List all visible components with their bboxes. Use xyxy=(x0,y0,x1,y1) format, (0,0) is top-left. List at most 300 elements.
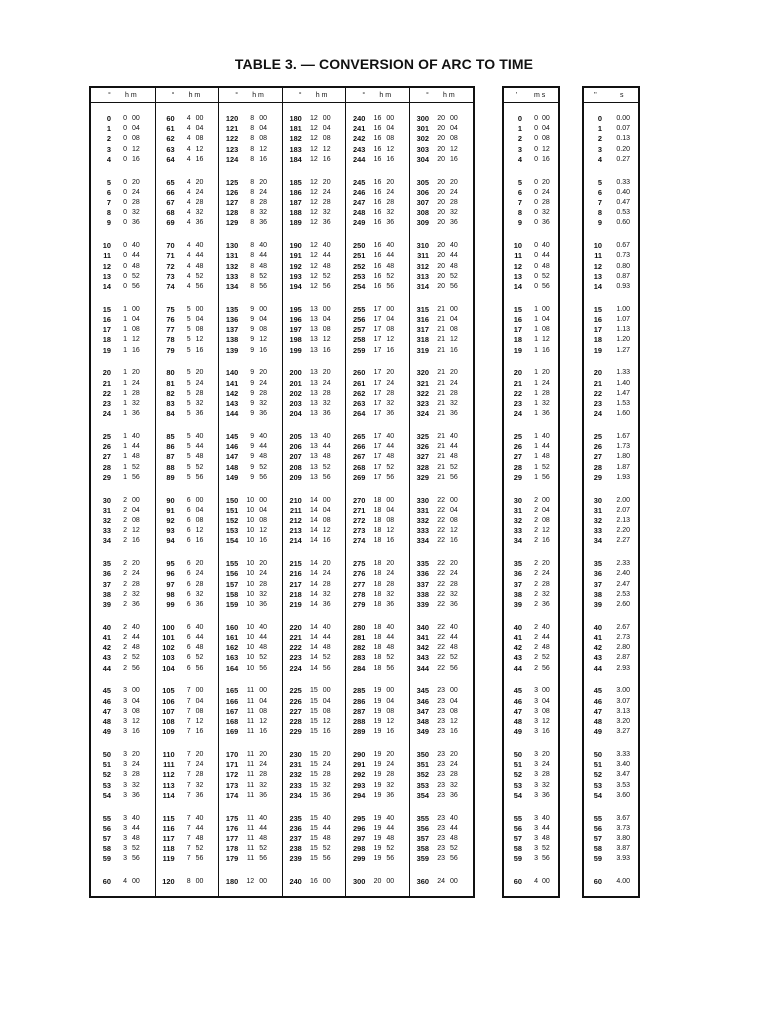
arc-degrees: 108 xyxy=(162,717,175,726)
time-minutes: 48 xyxy=(322,453,331,461)
arc-seconds: 26 xyxy=(593,442,602,452)
time-seconds: 0.67 xyxy=(616,242,630,250)
time-minutes: 12 xyxy=(132,145,140,153)
arc-degrees: 248 xyxy=(353,208,366,218)
time-minutes: 56 xyxy=(195,664,204,672)
arc-degrees: 91 xyxy=(166,505,175,515)
time-minutes: 16 xyxy=(195,346,204,354)
time-minutes: 2 xyxy=(534,570,538,578)
time-seconds: 1.27 xyxy=(616,346,630,354)
time-minutes: 00 xyxy=(132,115,140,122)
time-minutes: 08 xyxy=(195,326,204,334)
time-hours: 16 xyxy=(373,283,382,290)
time-minutes: 04 xyxy=(259,697,267,705)
time-seconds: 32 xyxy=(542,400,550,407)
arc-degrees: 285 xyxy=(353,686,366,696)
time-hours: 11 xyxy=(246,824,255,832)
arc-degrees: 76 xyxy=(166,315,175,324)
time-hours: 2 xyxy=(123,664,127,672)
time-minutes: 48 xyxy=(132,644,140,652)
time-hours: 12 xyxy=(310,125,318,133)
time-minutes: 28 xyxy=(132,580,140,588)
arc-minutes: 56 xyxy=(513,823,522,833)
time-minutes: 12 xyxy=(450,527,458,535)
time-minutes: 00 xyxy=(259,115,267,122)
time-hours: 12 xyxy=(310,242,318,250)
time-minutes: 16 xyxy=(132,155,140,163)
arc-degrees: 130 xyxy=(225,241,239,251)
time-minutes: 56 xyxy=(386,283,395,290)
arc-seconds: 16 xyxy=(593,315,602,324)
time-hours: 15 xyxy=(310,824,318,832)
time-hours: 14 xyxy=(310,517,318,524)
time-minutes: 52 xyxy=(322,463,331,471)
arc-degrees: 136 xyxy=(225,315,239,324)
time-hours: 10 xyxy=(246,517,255,524)
time-seconds: 3.20 xyxy=(616,718,630,725)
time-hours: 19 xyxy=(373,791,382,799)
time-hours: 15 xyxy=(310,845,318,853)
time-hours: 11 xyxy=(246,781,255,789)
time-hours: 17 xyxy=(373,473,382,481)
time-hours: 17 xyxy=(373,400,382,407)
time-minutes: 12 xyxy=(195,718,204,725)
time-minutes: 36 xyxy=(386,219,395,227)
time-hours: 1 xyxy=(123,326,127,334)
time-hours: 3 xyxy=(123,718,127,725)
arc-degrees: 146 xyxy=(225,442,239,452)
time-minutes: 3 xyxy=(534,707,538,715)
time-seconds: 3.07 xyxy=(616,697,630,705)
arc-seconds: 60 xyxy=(593,877,602,887)
time-seconds: 3.93 xyxy=(616,855,630,863)
arc-degrees: 4 xyxy=(106,154,111,164)
arc-minutes: 11 xyxy=(514,251,522,261)
arc-degrees: 339 xyxy=(416,600,429,609)
arc-degrees: 17 xyxy=(102,325,111,335)
arc-degrees: 216 xyxy=(289,569,302,579)
arc-degrees: 255 xyxy=(353,304,366,314)
arc-degrees: 199 xyxy=(289,345,302,355)
time-minutes: 08 xyxy=(322,326,331,334)
header-rule xyxy=(504,102,558,103)
time-minutes: 32 xyxy=(450,400,458,407)
time-hours: 6 xyxy=(186,654,191,662)
time-minutes: 0 xyxy=(534,188,538,196)
arc-degrees: 110 xyxy=(162,750,175,759)
time-hours: 15 xyxy=(310,687,318,695)
arc-degrees: 355 xyxy=(416,813,429,823)
time-hours: 9 xyxy=(250,316,255,323)
time-hours: 3 xyxy=(123,824,127,832)
time-hours: 6 xyxy=(186,560,191,568)
time-minutes: 00 xyxy=(322,496,331,504)
time-seconds: 24 xyxy=(542,761,550,769)
time-hours: 5 xyxy=(186,463,191,471)
time-hours: 11 xyxy=(246,791,255,799)
arc-degrees: 213 xyxy=(289,526,302,536)
arc-degrees: 179 xyxy=(225,854,239,864)
arc-minutes: 52 xyxy=(513,770,522,780)
time-hours: 20 xyxy=(437,252,445,260)
arc-seconds: 40 xyxy=(593,622,602,632)
time-minutes: 36 xyxy=(450,410,458,418)
time-hours: 6 xyxy=(186,580,191,588)
time-hours: 5 xyxy=(186,346,191,354)
arc-degrees: 170 xyxy=(225,750,239,759)
time-hours: 2 xyxy=(123,506,127,514)
time-minutes: 28 xyxy=(259,389,267,397)
time-seconds: 0.60 xyxy=(616,219,630,227)
arc-minutes: 60 xyxy=(513,877,522,887)
arc-degrees: 159 xyxy=(225,600,239,609)
time-hours: 10 xyxy=(246,570,255,578)
time-hours: 23 xyxy=(437,791,445,799)
arc-degrees: 348 xyxy=(416,717,429,726)
time-seconds: 36 xyxy=(542,410,550,418)
time-hours: 6 xyxy=(186,664,191,672)
time-hours: 20 xyxy=(437,199,445,206)
time-minutes: 3 xyxy=(534,697,538,705)
time-hours: 21 xyxy=(437,316,445,323)
time-minutes: 44 xyxy=(195,443,204,451)
arc-seconds: 31 xyxy=(593,505,602,515)
time-hours: 8 xyxy=(250,199,255,206)
time-hours: 0 xyxy=(123,209,127,217)
time-hours: 5 xyxy=(186,400,191,407)
time-minutes: 28 xyxy=(450,199,458,206)
time-seconds: 1.13 xyxy=(616,326,630,334)
time-minutes: 24 xyxy=(259,379,267,387)
time-hours: 0 xyxy=(123,115,127,122)
time-seconds: 1.80 xyxy=(616,453,630,461)
time-minutes: 40 xyxy=(450,242,458,250)
time-minutes: 44 xyxy=(386,634,395,641)
time-minutes: 20 xyxy=(132,369,140,377)
time-minutes: 20 xyxy=(450,751,458,758)
time-hours: 0 xyxy=(123,283,127,290)
arc-degrees: 27 xyxy=(102,452,111,462)
arc-seconds: 28 xyxy=(593,462,602,472)
arc-seconds: 43 xyxy=(593,653,602,663)
arc-degrees: 6 xyxy=(106,187,111,197)
time-hours: 12 xyxy=(310,155,318,163)
arc-minutes: 38 xyxy=(513,589,522,599)
time-minutes: 52 xyxy=(259,654,267,662)
arc-degrees: 132 xyxy=(225,261,239,271)
time-seconds: 12 xyxy=(542,718,550,725)
time-hours: 21 xyxy=(437,326,445,334)
time-hours: 4 xyxy=(186,199,191,206)
arc-minutes: 30 xyxy=(513,495,522,505)
arc-minutes: 14 xyxy=(513,282,522,291)
time-minutes: 20 xyxy=(386,751,395,758)
arc-degrees: 9 xyxy=(106,218,111,228)
arc-degrees: 145 xyxy=(225,432,239,441)
time-hours: 17 xyxy=(373,379,382,387)
arc-degrees: 360 xyxy=(416,877,429,887)
arc-degrees: 171 xyxy=(225,760,239,770)
time-minutes: 24 xyxy=(386,570,395,578)
time-minutes: 0 xyxy=(534,178,538,186)
arc-degrees: 49 xyxy=(102,727,111,737)
time-minutes: 04 xyxy=(259,506,267,514)
time-seconds: 3.27 xyxy=(616,728,630,736)
time-hours: 23 xyxy=(437,718,445,725)
time-hours: 18 xyxy=(373,537,382,545)
arc-degrees: 314 xyxy=(416,282,429,291)
time-minutes: 16 xyxy=(132,728,140,736)
time-hours: 5 xyxy=(186,473,191,481)
time-hours: 18 xyxy=(373,654,382,662)
arc-minutes: 0 xyxy=(517,114,522,123)
time-minutes: 48 xyxy=(132,262,140,270)
time-hours: 5 xyxy=(186,453,191,461)
arc-degrees: 316 xyxy=(416,315,429,324)
arc-degrees: 223 xyxy=(289,653,302,663)
arc-degrees: 196 xyxy=(289,315,302,324)
time-minutes: 16 xyxy=(322,155,331,163)
arc-degrees: 188 xyxy=(289,208,302,218)
time-hours: 3 xyxy=(123,791,127,799)
time-minutes: 20 xyxy=(450,369,458,377)
arc-seconds: 7 xyxy=(597,198,602,207)
arc-degrees: 299 xyxy=(353,854,366,864)
time-hours: 19 xyxy=(373,751,382,758)
time-seconds: 28 xyxy=(542,771,550,779)
time-hours: 1 xyxy=(123,346,127,354)
arc-degrees: 103 xyxy=(162,653,175,663)
time-minutes: 28 xyxy=(195,771,204,779)
time-minutes: 12 xyxy=(322,527,331,535)
time-seconds: 04 xyxy=(542,506,550,514)
arc-degrees: 310 xyxy=(416,241,429,251)
time-minutes: 32 xyxy=(195,781,204,789)
time-seconds: 08 xyxy=(542,707,550,715)
time-hours: 22 xyxy=(437,527,445,535)
arc-degrees: 5 xyxy=(106,177,111,187)
time-hours: 13 xyxy=(310,453,318,461)
time-hours: 1 xyxy=(123,400,127,407)
time-minutes: 0 xyxy=(534,252,538,260)
time-minutes: 56 xyxy=(259,283,267,290)
time-minutes: 44 xyxy=(259,443,267,451)
arc-degrees: 212 xyxy=(289,516,302,525)
time-minutes: 04 xyxy=(132,316,140,323)
arc-degrees: 191 xyxy=(289,251,302,261)
time-hours: 22 xyxy=(437,496,445,504)
arc-minutes: 15 xyxy=(513,304,522,314)
arc-degrees: 341 xyxy=(416,633,429,642)
time-hours: 0 xyxy=(123,125,127,133)
time-minutes: 44 xyxy=(322,252,331,260)
time-minutes: 1 xyxy=(534,336,538,344)
arc-degrees: 329 xyxy=(416,472,429,482)
time-seconds: 12 xyxy=(542,145,550,153)
arc-degrees: 208 xyxy=(289,462,302,472)
time-minutes: 1 xyxy=(534,400,538,407)
arc-seconds: 23 xyxy=(593,399,602,408)
time-hours: 18 xyxy=(373,570,382,578)
time-minutes: 36 xyxy=(322,601,331,608)
time-minutes: 00 xyxy=(450,878,458,886)
time-seconds: 52 xyxy=(542,845,550,853)
arc-degrees: 260 xyxy=(353,368,366,378)
time-hours: 19 xyxy=(373,835,382,842)
arc-degrees: 235 xyxy=(289,813,302,823)
time-minutes: 48 xyxy=(195,835,204,842)
time-minutes: 40 xyxy=(386,814,395,822)
arc-degrees: 261 xyxy=(353,378,366,388)
time-hours: 10 xyxy=(246,654,255,662)
arc-degrees: 93 xyxy=(166,526,175,536)
arc-degrees: 269 xyxy=(353,472,366,482)
time-hours: 8 xyxy=(186,878,191,886)
arc-minutes: 48 xyxy=(513,717,522,726)
time-hours: 21 xyxy=(437,379,445,387)
time-hours: 20 xyxy=(437,262,445,270)
time-hours: 17 xyxy=(373,410,382,418)
arc-degrees: 43 xyxy=(102,653,111,663)
time-hours: 1 xyxy=(123,336,127,344)
time-minutes: 08 xyxy=(195,135,204,143)
arc-minutes: 22 xyxy=(513,388,522,398)
time-minutes: 28 xyxy=(132,199,140,206)
time-hours: 13 xyxy=(310,379,318,387)
arc-degrees: 135 xyxy=(225,304,239,314)
arc-degrees: 84 xyxy=(166,409,175,419)
time-minutes: 12 xyxy=(259,527,267,535)
time-minutes: 1 xyxy=(534,410,538,418)
arc-degrees: 142 xyxy=(225,388,239,398)
time-hours: 13 xyxy=(310,389,318,397)
time-hours: 13 xyxy=(310,369,318,377)
time-seconds: 0.40 xyxy=(616,188,630,196)
time-hours: 16 xyxy=(373,125,382,133)
time-hours: 10 xyxy=(246,506,255,514)
arc-degrees: 335 xyxy=(416,559,429,569)
time-hours: 3 xyxy=(123,814,127,822)
arc-degrees: 12 xyxy=(102,261,111,271)
time-hours: 8 xyxy=(250,125,255,133)
time-hours: 13 xyxy=(310,400,318,407)
arc-degrees: 71 xyxy=(166,251,175,261)
time-minutes: 44 xyxy=(132,634,140,641)
time-minutes: 36 xyxy=(450,219,458,227)
time-minutes: 44 xyxy=(195,824,204,832)
time-minutes: 1 xyxy=(534,453,538,461)
time-hours: 22 xyxy=(437,570,445,578)
time-seconds: 20 xyxy=(542,178,550,186)
time-seconds: 3.87 xyxy=(616,845,630,853)
arc-degrees: 245 xyxy=(353,177,366,187)
arc-degrees: 253 xyxy=(353,271,366,281)
time-hours: 20 xyxy=(373,878,382,886)
time-minutes: 00 xyxy=(386,687,395,695)
arc-degrees: 111 xyxy=(163,760,175,770)
arc-degrees: 149 xyxy=(225,472,239,482)
time-seconds: 44 xyxy=(542,634,550,641)
column-header-time: m s xyxy=(534,92,546,99)
time-minutes: 36 xyxy=(195,601,204,608)
time-minutes: 56 xyxy=(322,664,331,672)
time-minutes: 32 xyxy=(195,209,204,217)
arc-degrees: 181 xyxy=(289,124,302,134)
time-hours: 9 xyxy=(250,326,255,334)
time-hours: 7 xyxy=(186,791,191,799)
arc-degrees: 236 xyxy=(289,823,302,833)
time-hours: 22 xyxy=(437,623,445,631)
arc-seconds: 39 xyxy=(593,600,602,609)
arc-seconds: 57 xyxy=(593,834,602,843)
arc-minutes: 45 xyxy=(513,686,522,696)
time-minutes: 2 xyxy=(534,560,538,568)
time-hours: 19 xyxy=(373,707,382,715)
arc-degrees: 297 xyxy=(353,834,366,843)
time-minutes: 28 xyxy=(322,199,331,206)
time-hours: 4 xyxy=(186,272,191,280)
arc-degrees: 160 xyxy=(225,622,239,632)
time-minutes: 1 xyxy=(534,316,538,323)
arc-minutes: 41 xyxy=(513,633,522,642)
arc-degrees: 112 xyxy=(162,770,175,780)
time-hours: 2 xyxy=(123,654,127,662)
time-minutes: 44 xyxy=(386,252,395,260)
arc-degrees: 342 xyxy=(416,643,429,653)
time-seconds: 2.87 xyxy=(616,654,630,662)
time-hours: 9 xyxy=(250,473,255,481)
time-hours: 16 xyxy=(373,252,382,260)
time-seconds: 36 xyxy=(542,601,550,608)
time-hours: 6 xyxy=(186,590,191,598)
time-seconds: 00 xyxy=(542,115,550,122)
time-minutes: 24 xyxy=(195,761,204,769)
time-minutes: 28 xyxy=(450,771,458,779)
time-hours: 14 xyxy=(310,654,318,662)
time-seconds: 3.33 xyxy=(616,751,630,758)
arc-degrees: 58 xyxy=(102,844,111,854)
arc-degrees: 211 xyxy=(289,505,302,515)
time-hours: 14 xyxy=(310,623,318,631)
arc-degrees: 259 xyxy=(353,345,366,355)
time-seconds: 28 xyxy=(542,389,550,397)
arc-minutes: 33 xyxy=(513,526,522,536)
time-hours: 9 xyxy=(250,453,255,461)
time-hours: 6 xyxy=(186,601,191,608)
time-minutes: 20 xyxy=(132,178,140,186)
arc-seconds: 21 xyxy=(593,378,602,388)
arc-degrees: 48 xyxy=(102,717,111,726)
time-hours: 18 xyxy=(373,590,382,598)
arc-degrees: 324 xyxy=(416,409,429,419)
arc-degrees: 155 xyxy=(225,559,239,569)
time-hours: 20 xyxy=(437,155,445,163)
time-hours: 7 xyxy=(186,761,191,769)
time-minutes: 04 xyxy=(322,316,331,323)
time-hours: 16 xyxy=(310,878,318,886)
time-hours: 5 xyxy=(186,336,191,344)
time-hours: 4 xyxy=(186,219,191,227)
time-hours: 9 xyxy=(250,389,255,397)
time-hours: 15 xyxy=(310,707,318,715)
header-rule xyxy=(584,102,638,103)
time-hours: 11 xyxy=(246,835,255,842)
time-minutes: 32 xyxy=(322,590,331,598)
time-minutes: 28 xyxy=(195,580,204,588)
arc-seconds: 0 xyxy=(597,114,602,123)
arc-degrees: 308 xyxy=(416,208,429,218)
time-hours: 16 xyxy=(373,155,382,163)
